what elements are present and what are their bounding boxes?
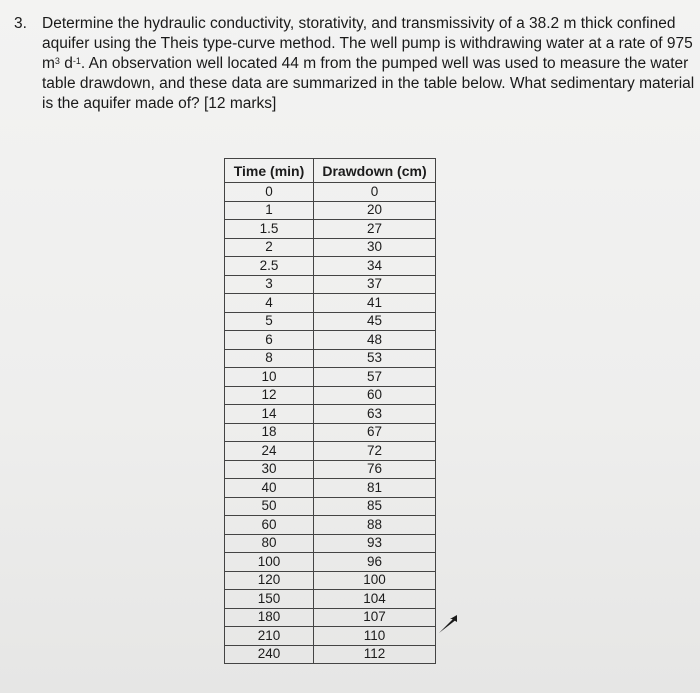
time-cell: 0: [225, 183, 314, 202]
time-cell: 4: [225, 294, 314, 313]
question-line-5: is the aquifer made of? [12 marks]: [42, 95, 277, 112]
time-cell: 14: [225, 405, 314, 424]
table-row: [225, 275, 436, 294]
time-cell: 24: [225, 442, 314, 461]
table-row: [225, 238, 436, 257]
question-line-4: table drawdown, and these data are summarized in the table below. What sedimentary material: [42, 75, 695, 92]
time-cell: 100: [225, 553, 314, 572]
header-drawdown: Drawdown (cm): [314, 159, 436, 183]
drawdown-cell: 60: [314, 386, 436, 405]
time-cell: 2.5: [225, 257, 314, 276]
table-row: [225, 460, 436, 479]
question-line-3: [42, 54, 692, 74]
table-row: [225, 534, 436, 553]
table-row: [225, 349, 436, 368]
table-row: [225, 608, 436, 627]
question-line-3-rest: . An observation well located 44 m from the pumped well was used to measure the water: [80, 55, 689, 72]
table-row: [225, 386, 436, 405]
time-cell: 8: [225, 349, 314, 368]
time-cell: 18: [225, 423, 314, 442]
table-row: [225, 368, 436, 387]
table-row: [225, 201, 436, 220]
time-cell: 30: [225, 460, 314, 479]
table-row: [225, 331, 436, 350]
table-row: [225, 479, 436, 498]
table-row: [225, 645, 436, 664]
time-cell: 1: [225, 201, 314, 220]
table-body: [225, 183, 436, 664]
time-cell: 3: [225, 275, 314, 294]
time-cell: 180: [225, 608, 314, 627]
time-cell: 80: [225, 534, 314, 553]
table-row: [225, 571, 436, 590]
table-row: [225, 294, 436, 313]
drawdown-cell: 53: [314, 349, 436, 368]
unit-m: m: [42, 55, 55, 72]
table-row: [225, 497, 436, 516]
time-cell: 10: [225, 368, 314, 387]
time-cell: 120: [225, 571, 314, 590]
drawdown-cell: 112: [314, 645, 436, 664]
time-cell: 150: [225, 590, 314, 609]
question-text: [42, 14, 695, 114]
time-cell: 2: [225, 238, 314, 257]
table-row: [225, 220, 436, 239]
table-row: [225, 516, 436, 535]
time-cell: 5: [225, 312, 314, 331]
header-time: Time (min): [225, 159, 314, 183]
drawdown-cell: 81: [314, 479, 436, 498]
time-cell: 60: [225, 516, 314, 535]
drawdown-cell: 57: [314, 368, 436, 387]
time-cell: 240: [225, 645, 314, 664]
table-header-row: [225, 159, 436, 183]
drawdown-cell: 20: [314, 201, 436, 220]
drawdown-cell: 63: [314, 405, 436, 424]
drawdown-cell: 96: [314, 553, 436, 572]
time-cell: 40: [225, 479, 314, 498]
drawdown-cell: 67: [314, 423, 436, 442]
question-line-1: Determine the hydraulic conductivity, storativity, and transmissivity of a 38.2 m thick confined: [42, 15, 676, 32]
drawdown-cell: 37: [314, 275, 436, 294]
time-cell: 6: [225, 331, 314, 350]
mouse-pointer-icon: [437, 613, 459, 635]
time-cell: 1.5: [225, 220, 314, 239]
table-row: [225, 627, 436, 646]
table-row: [225, 553, 436, 572]
drawdown-cell: 30: [314, 238, 436, 257]
drawdown-cell: 0: [314, 183, 436, 202]
drawdown-cell: 34: [314, 257, 436, 276]
drawdown-cell: 48: [314, 331, 436, 350]
drawdown-cell: 72: [314, 442, 436, 461]
table-row: [225, 257, 436, 276]
drawdown-cell: 110: [314, 627, 436, 646]
drawdown-cell: 104: [314, 590, 436, 609]
drawdown-cell: 76: [314, 460, 436, 479]
drawdown-cell: 85: [314, 497, 436, 516]
table-row: [225, 423, 436, 442]
drawdown-cell: 45: [314, 312, 436, 331]
unit-d-exponent: -1: [72, 56, 81, 66]
drawdown-cell: 27: [314, 220, 436, 239]
table-row: [225, 183, 436, 202]
unit-m-exponent: 3: [54, 56, 60, 66]
table-row: [225, 312, 436, 331]
drawdown-cell: 100: [314, 571, 436, 590]
drawdown-cell: 93: [314, 534, 436, 553]
question-line-2: aquifer using the Theis type-curve method. The well pump is withdrawing water at a rate of 975: [42, 35, 693, 52]
question-number: 3.: [14, 15, 27, 32]
time-cell: 12: [225, 386, 314, 405]
table-row: [225, 590, 436, 609]
drawdown-table: [224, 158, 436, 664]
time-cell: 210: [225, 627, 314, 646]
drawdown-cell: 107: [314, 608, 436, 627]
time-cell: 50: [225, 497, 314, 516]
unit-d: d: [59, 55, 73, 72]
table-row: [225, 442, 436, 461]
drawdown-cell: 88: [314, 516, 436, 535]
table-row: [225, 405, 436, 424]
drawdown-cell: 41: [314, 294, 436, 313]
